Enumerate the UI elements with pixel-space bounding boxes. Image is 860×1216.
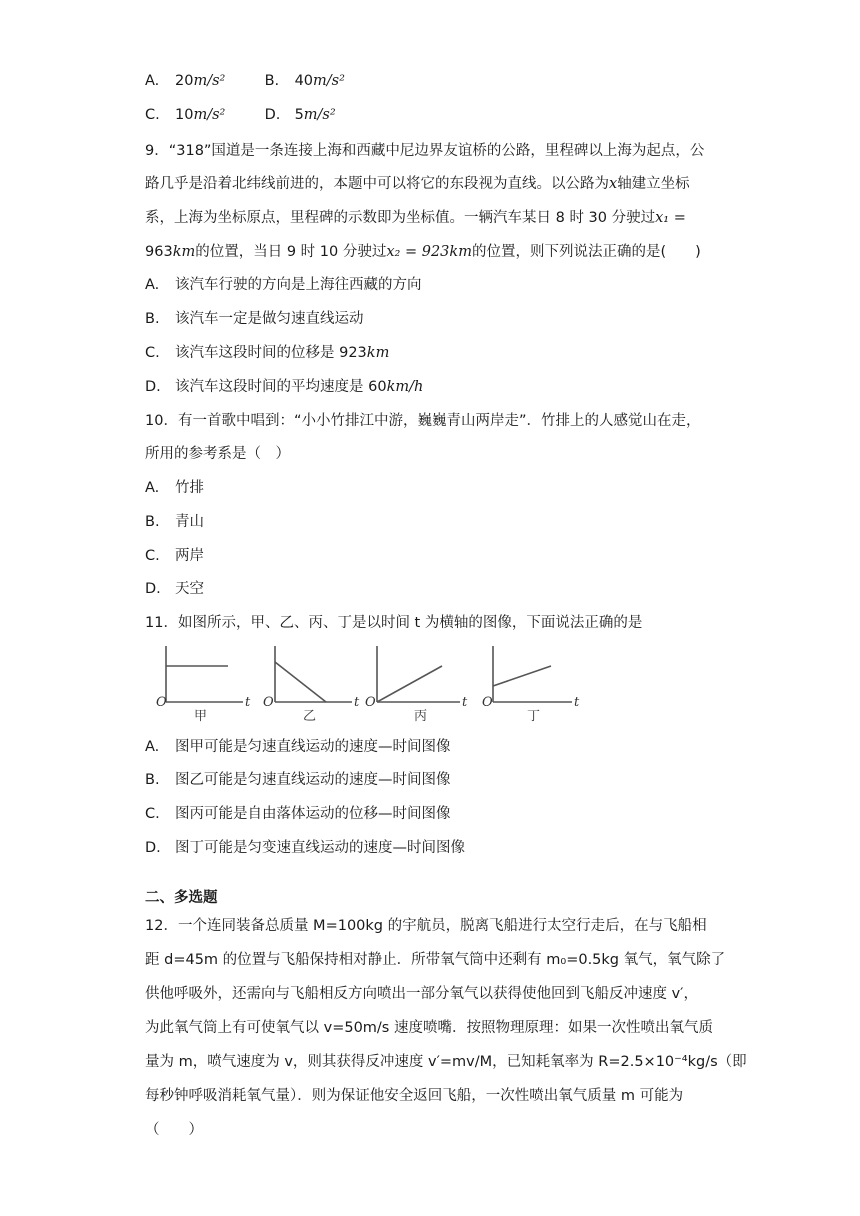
q11-option-a[interactable] bbox=[145, 736, 451, 758]
q9-text: 的位置，当日 9 时 10 分驶过 bbox=[195, 244, 387, 260]
q9-text: 963 bbox=[145, 244, 173, 260]
q9-stem-line-3 bbox=[145, 207, 686, 229]
q10-option-c[interactable] bbox=[145, 545, 204, 567]
q10-option-d[interactable] bbox=[145, 578, 204, 600]
option-text: 该汽车这段时间的平均速度是 60 bbox=[175, 379, 387, 395]
q9-option-b[interactable] bbox=[145, 308, 364, 330]
q12-stem-line-5: 量为 m，喷气速度为 v，则其获得反冲速度 v′=mv/M，已知耗氧率为 R=2.5×10⁻⁴kg/s（即 bbox=[145, 1054, 747, 1070]
q11-option-b[interactable] bbox=[145, 769, 451, 791]
graph-jia-origin: O bbox=[156, 695, 167, 710]
q9-stem-line-1: 9．“318”国道是一条连接上海和西藏中尼边界友谊桥的公路，里程碑以上海为起点，公 bbox=[145, 143, 705, 159]
option-text: 图丙可能是自由落体运动的位移—时间图像 bbox=[175, 806, 451, 822]
graph-label-yi: 乙 bbox=[303, 709, 317, 722]
q9-variable: x₂ = 923 bbox=[386, 244, 450, 260]
graph-yi-origin: O bbox=[263, 695, 274, 710]
option-letter: A. bbox=[145, 73, 160, 89]
option-letter: B. bbox=[145, 514, 160, 530]
q8-option-d-value: 5 bbox=[294, 107, 304, 123]
q12-stem-line-6: 每秒钟呼吸消耗氧气量）．则为保证他安全返回飞船，一次性喷出氧气质量 m 可能为 bbox=[145, 1088, 684, 1104]
graph-bing-t-label: t bbox=[462, 695, 468, 710]
q8-option-a-unit: m/s² bbox=[193, 73, 226, 89]
q9-text: 系，上海为坐标原点，里程碑的示数即为坐标值。一辆汽车某日 8 时 30 分驶过 bbox=[145, 210, 656, 226]
option-text: 图甲可能是匀速直线运动的速度—时间图像 bbox=[175, 739, 451, 755]
option-text: 该汽车一定是做匀速直线运动 bbox=[175, 311, 364, 327]
option-unit: km bbox=[366, 345, 390, 361]
q8-options-row-2 bbox=[145, 104, 336, 126]
option-text: 两岸 bbox=[175, 548, 204, 564]
q8-option-c-value: 10 bbox=[175, 107, 194, 123]
q12-stem-line-7: （ ） bbox=[145, 1122, 203, 1138]
graph-bing-origin: O bbox=[365, 695, 376, 710]
option-text: 竹排 bbox=[175, 480, 204, 496]
graph-label-ding: 丁 bbox=[527, 709, 541, 722]
option-text: 该汽车行驶的方向是上海往西藏的方向 bbox=[175, 277, 422, 293]
q8-option-c-unit: m/s² bbox=[193, 107, 226, 123]
graph-yi-line bbox=[275, 662, 326, 702]
q9-variable: x₁ = bbox=[655, 210, 686, 226]
graph-bing-line bbox=[377, 666, 442, 702]
option-text: 青山 bbox=[175, 514, 204, 530]
graph-jia-t-label: t bbox=[245, 695, 251, 710]
option-text: 天空 bbox=[175, 581, 204, 597]
q12-stem-line-1: 12．一个连同装备总质量 M=100kg 的宇航员，脱离飞船进行太空行走后，在与飞船相 bbox=[145, 918, 707, 934]
q9-variable: x bbox=[609, 176, 618, 192]
option-letter: D. bbox=[145, 581, 161, 597]
graph-ding-origin: O bbox=[482, 695, 493, 710]
q9-option-d[interactable] bbox=[145, 376, 423, 398]
q8-option-a-value: 20 bbox=[175, 73, 194, 89]
q9-option-c[interactable] bbox=[145, 342, 389, 364]
option-letter: B. bbox=[264, 73, 280, 89]
option-letter: C. bbox=[145, 107, 160, 123]
q10-stem-line-2: 所用的参考系是（ ） bbox=[145, 446, 290, 462]
q12-stem-line-4: 为此氧气筒上有可使氧气以 v=50m/s 速度喷嘴．按照物理原理：如果一次性喷出氧气质 bbox=[145, 1020, 713, 1036]
q10-option-a[interactable] bbox=[145, 477, 204, 499]
option-text: 该汽车这段时间的位移是 923 bbox=[175, 345, 367, 361]
graph-yi-t-label: t bbox=[354, 695, 360, 710]
q8-option-b-unit: m/s² bbox=[313, 73, 345, 89]
q12-stem-line-2: 距 d=45m 的位置与飞船保持相对静止．所带氧气筒中还剩有 m₀=0.5kg 氧气，氧气除了 bbox=[145, 952, 726, 968]
q11-option-d[interactable] bbox=[145, 837, 465, 859]
q9-option-a[interactable] bbox=[145, 274, 422, 296]
q11-stem: 11．如图所示，甲、乙、丙、丁是以时间 t 为横轴的图像，下面说法正确的是 bbox=[145, 615, 643, 631]
q9-stem-line-4 bbox=[145, 241, 701, 263]
q9-stem-line-2 bbox=[145, 173, 690, 195]
q9-unit: km bbox=[172, 244, 196, 260]
q8-options-row-1 bbox=[145, 70, 345, 92]
q9-text: 路几乎是沿着北纬线前进的，本题中可以将它的东段视为直线。以公路为 bbox=[145, 176, 609, 192]
q11-graphs-figure bbox=[148, 640, 588, 722]
option-letter: A. bbox=[145, 480, 160, 496]
option-letter: B. bbox=[145, 772, 160, 788]
graph-ding-line bbox=[493, 666, 551, 686]
option-text: 图乙可能是匀速直线运动的速度—时间图像 bbox=[175, 772, 451, 788]
q12-stem-line-3: 供他呼吸外，还需向与飞船相反方向喷出一部分氧气以获得使他回到飞船反冲速度 v′， bbox=[145, 986, 698, 1002]
q11-graph-strip bbox=[148, 640, 588, 722]
q9-text: 的位置，则下列说法正确的是( ) bbox=[471, 244, 701, 260]
graph-label-bing: 丙 bbox=[414, 709, 428, 722]
q11-option-c[interactable] bbox=[145, 803, 451, 825]
option-letter: D. bbox=[145, 840, 161, 856]
graph-label-jia: 甲 bbox=[194, 709, 208, 722]
option-letter: C. bbox=[145, 548, 160, 564]
q8-option-b-value: 40 bbox=[294, 73, 314, 89]
section-title: 二、多选题 bbox=[145, 890, 218, 906]
q8-option-d-unit: m/s² bbox=[303, 107, 336, 123]
option-letter: C. bbox=[145, 806, 160, 822]
option-letter: A. bbox=[145, 739, 160, 755]
graph-ding-t-label: t bbox=[574, 695, 580, 710]
option-letter: B. bbox=[145, 311, 160, 327]
option-letter: D. bbox=[145, 379, 161, 395]
option-letter: C. bbox=[145, 345, 160, 361]
option-unit: km/h bbox=[386, 379, 424, 395]
q9-text: 轴建立坐标 bbox=[617, 176, 690, 192]
q10-stem-line-1: 10．有一首歌中唱到：“小小竹排江中游，巍巍青山两岸走”．竹排上的人感觉山在走， bbox=[145, 413, 701, 429]
q9-unit: km bbox=[449, 244, 472, 260]
option-letter: D. bbox=[264, 107, 281, 123]
q10-option-b[interactable] bbox=[145, 511, 204, 533]
option-text: 图丁可能是匀变速直线运动的速度—时间图像 bbox=[175, 840, 465, 856]
option-letter: A. bbox=[145, 277, 160, 293]
